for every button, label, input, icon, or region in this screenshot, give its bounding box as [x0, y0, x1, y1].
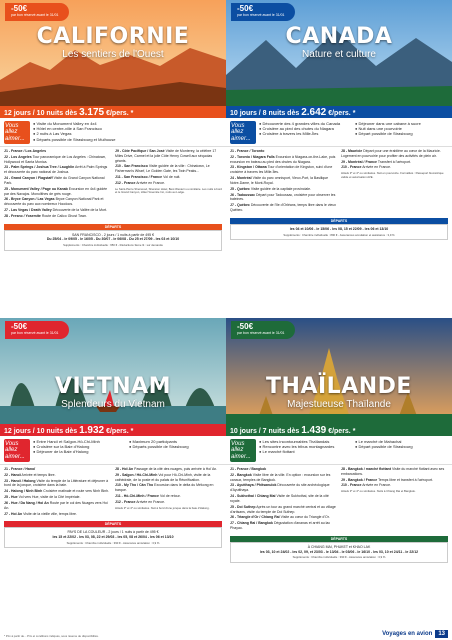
itinerary-day: J2 - Bangkok Visite libre de la ville. En option : excursion sur les canaux, temples de Bangkok. [230, 472, 331, 482]
highlight-item: ● Déjeuner dans une cabane à sucre [355, 121, 448, 126]
hotels-note: Hôtels 3* et 4* ou similaires. Nuit à bord d'une jonque dans la baie d'Halong. [115, 505, 210, 510]
destination-header [226, 26, 452, 60]
discount-sub: par bon réservé avant le 31/01 [11, 13, 59, 17]
itinerary-col-1 [4, 149, 111, 220]
canada-hero [226, 0, 452, 106]
price-bar [0, 106, 226, 118]
duration: 10 jours / 8 nuits dès [230, 110, 300, 117]
departures-header: DÉPARTS [4, 224, 222, 230]
duration: 12 jours / 10 nuits dès [4, 428, 78, 435]
highlights-box [0, 118, 226, 147]
itinerary-day: J8 - Hoï An Passage de la cité des nuages, puis arrivée à Hoï An. [115, 466, 218, 471]
highlight-item: ● Visite du Monument Valley en 4x4 [33, 121, 222, 126]
page-footer [226, 628, 452, 640]
discount-sub: par bon réservé avant le 31/01 [237, 13, 285, 17]
california-tour [0, 0, 226, 318]
california-hero [0, 0, 226, 106]
highlights-box [226, 118, 452, 147]
discount-sub: par bon réservé avant le 31/01 [11, 331, 59, 335]
price-unit: €/pers. * [328, 428, 356, 435]
itinerary-col-2 [341, 149, 448, 214]
highlight-item: ● Le marché flottant [259, 449, 352, 454]
itinerary-day: J3 - Palm Springs / Joshua Tree / Laughlin Arrêt à Palm Springs et découverte du parc national de Joshua. [4, 165, 108, 175]
supplements-note: Suppléments : Chambre individuelle : 650 € - Réductions 3ème lit : sur demande [63, 243, 163, 248]
destination-header [226, 376, 452, 410]
highlight-item: ● Croisière sur la Baie d'Halong [33, 444, 126, 449]
highlights-box [0, 436, 226, 465]
page-number: 13 [435, 630, 448, 638]
departures-body [230, 224, 448, 240]
vous-allez-aimer-tag: Vous allez aimer... [4, 439, 30, 462]
destination-subtitle: Nature et culture [302, 49, 376, 60]
highlight-item: ● Nuit dans une pourvoirie [355, 126, 448, 131]
departures-header: DÉPARTS [230, 218, 448, 224]
itinerary-day: J7 - Chiang Rai / Bangkok Dégustation d'ananas et arrêt au lac Phayao. [230, 521, 331, 530]
itinerary-day: J12 - France Arrivée en France. [115, 180, 166, 185]
vietnam-hero [0, 318, 226, 424]
itinerary-day: J3 - Ayutthaya / Phitsanulok Découverte du site archéologique d'Ayutthaya. [230, 483, 330, 493]
itinerary-day: J9 - Bangkok / France Temps libre et transfert à l'aéroport. [341, 477, 434, 482]
itinerary-day: J4 - Grand Canyon / Flagstaff Visite du Grand Canyon National Park. [4, 176, 105, 185]
hotels-note: Hôtels 3* et 4* ou similaires. Nuit en pourvoirie. Formalités : Passeport biométrique valide et autorisation AVE. [341, 171, 444, 179]
highlight-item: ● Déjeuner de la Baie d'Halong [33, 449, 126, 454]
discount-badge [5, 321, 69, 339]
itinerary-day: J1 - France / Toronto [230, 148, 265, 153]
itinerary-col-2 [341, 467, 448, 532]
itinerary [0, 147, 226, 222]
itinerary-day: J2 - Hanoï Arrivée et temps libre. [4, 472, 56, 477]
duration: 12 jours / 10 nuits dès [4, 110, 78, 117]
destination-subtitle: Splendeurs du Vietnam [61, 399, 165, 410]
destination-header [0, 26, 226, 60]
highlight-item: ● Départs possible de Strasbourg et Mulhouse [33, 137, 222, 142]
itinerary [226, 147, 452, 216]
destination-subtitle: Les sentiers de l'Ouest [62, 49, 164, 60]
price-unit: €/pers. * [106, 110, 134, 117]
itinerary-day: J10 - San Francisco Visite guidée de la ville : Chinatown, Le Fisherman's Wharf, Le Golden Gate, les Twin Peaks... [115, 164, 210, 174]
itinerary-day: J9 - Saïgon / Hô-Chi-Minh Vol pour Hô-Chi-Minh, visite de la cathédrale, de la poste et du palais de la Réunification. [115, 472, 211, 482]
departures-sub: PAYS DE LA COULEUR - 2 jours / 1 nuits à partir de 495 € [67, 530, 159, 535]
highlights-list [259, 439, 448, 462]
itinerary-day: J11 - Hô-Chi-Minh / France Vol de retour. [115, 494, 181, 499]
discount-badge [231, 321, 295, 339]
destination-title: CALIFORNIE [36, 24, 190, 49]
highlights-list [259, 121, 448, 144]
itinerary-day: J8 - Bangkok / marché flottant Visite du marché flottant avec ses embarcations. [341, 466, 445, 476]
vous-allez-aimer-tag: Vous allez aimer... [230, 439, 256, 462]
discount-amount: -50€ [11, 4, 28, 13]
itinerary-day: J4 - Sukhothai / Chiang Mai Visite de Sukhothai, site de la cité royale. [230, 494, 329, 503]
thailand-hero [226, 318, 452, 424]
itinerary [226, 465, 452, 534]
destination-title: THAÏLANDE [266, 374, 412, 399]
highlight-item: ● Croisière à travers les Mille-Îles [259, 131, 352, 136]
itinerary-day: J2 - Toronto / Niagara Falls Excursion à Niagara-on-the-Lake, puis excursion en bateau au pied des chutes du Niagara. [230, 154, 336, 164]
itinerary-day: J10 - My Tho / Cân Tho Excursion dans le delta du Mékong en barque. [115, 483, 214, 493]
departures-body [230, 542, 448, 563]
highlight-item: ● Entre Hanoï et Saïgon-Hô-Chi-Minh [33, 439, 126, 444]
itinerary-day: J12 - France Arrivée en France. [115, 499, 166, 504]
itinerary-day: J7 - Québec Découverte de l'île d'Orléans, temps libre dans le vieux Québec. [230, 203, 337, 212]
price-amount: 3.175 [79, 107, 105, 118]
itinerary-day: J5 - Hue Vol vers Hue, visite de la Cité Impériale. [4, 495, 81, 500]
highlight-item: ● Découverte des 4 grandes villes du Canada [259, 121, 352, 126]
highlight-item: ● Départs possible de Strasbourg [129, 444, 222, 449]
itinerary-day: J7 - Las Vegas / Death Valley Découverte de la Vallée de la Mort. [4, 208, 108, 212]
canada-tour [226, 0, 452, 318]
departures-sub: À CHIANG MAI, PHUKET et KHAO LAK [307, 544, 371, 549]
itinerary-day: J7 - Hoi An Visite de la vieille ville, temps libre. [4, 511, 77, 516]
vous-allez-aimer-tag: Vous allez aimer... [4, 121, 30, 144]
highlight-item: ● Rencontre avec les tribus montagnardes [259, 444, 352, 449]
destination-subtitle: Majestueuse Thaïlande [287, 399, 391, 410]
itinerary-day: J4 - Montréal Visite du parc omnisport, Vieux-Port, la Basilique Notre-Dame, le Mont-Royal. [230, 176, 329, 185]
supplements-note: Suppléments : Chambre individuelle : 890 € - Assurances annulation et assistance : 3,9 % [283, 232, 395, 237]
discount-badge [5, 3, 69, 21]
highlights-list [33, 121, 222, 144]
price-bar [226, 424, 452, 436]
price-bar [226, 106, 452, 118]
duration: 10 jours / 7 nuits dès [230, 428, 300, 435]
departures-box [230, 536, 448, 563]
destination-title: CANADA [285, 24, 393, 49]
departures-sub: SAN FRANCISCO - 2 jours / 1 nuits à partir de 495 € [71, 232, 155, 237]
hotels-note: Hôtels 3* et 4* ou similaires. Nuits à Chiang Rai et Bangkok. [341, 489, 416, 494]
itinerary-col-1 [230, 467, 337, 532]
departures-body [4, 230, 222, 251]
discount-amount: -50€ [11, 322, 28, 331]
itinerary-day: J6 - Triangle d'Or / Chiang Rai Visite au cœur du Triangle d'Or. [230, 515, 330, 520]
departures-dates: les 03, 10 et 24/02 - les 02, 09, et 23/03 - le 13/04 - le 03/06 - le 16/10 - les 03, 10 et 24/11 - le 22/12 [259, 549, 419, 554]
highlight-item: ● Départ possible de Strasbourg [355, 131, 448, 136]
highlight-item: ● 2 nuits à Las Vegas [33, 131, 222, 136]
itinerary-day: J9 - Montréal / France Transfert à l'aéroport. [341, 159, 412, 164]
itinerary-day: J2 - Los Angeles Tour panoramique de Los Angeles : Chinatown, Hollywood et Santa Monica. [4, 154, 107, 164]
itinerary-day: J8 - Fresno / Yosemite Route de Calico Ghost Town. [4, 213, 88, 218]
itinerary-day: J1 - France / Hanoï [4, 466, 36, 471]
departures-body [4, 527, 222, 548]
itinerary-day: J1 - France / Bangkok [230, 466, 267, 471]
departures-box [4, 521, 222, 548]
price-amount: 2.642 [301, 107, 327, 118]
itinerary-col-2 [115, 149, 222, 220]
departures-header: DÉPARTS [4, 521, 222, 527]
vietnam-tour [0, 318, 226, 640]
itinerary-day: J4 - Halong / Ninh Binh Croisière matinale et route vers Ninh Binh. [4, 489, 110, 494]
price-unit: €/pers. * [106, 428, 134, 435]
price-bar [0, 424, 226, 436]
discount-amount: -50€ [237, 322, 254, 331]
itinerary-col-1 [230, 149, 337, 214]
itinerary-day: J6 - Hue / Da Nang / Hoi An Route par le col des Nuages vers Hoi An. [4, 500, 108, 510]
highlights-list [33, 439, 222, 462]
discount-amount: -50€ [237, 4, 254, 13]
itinerary-day: J5 - Monument Valley / Page ou Kanab Excursion en 4x4 guidée par des Navajos. Monolithes de grès rouge. [4, 186, 108, 196]
destination-title: VIETNAM [54, 374, 172, 399]
price-amount: 1.439 [301, 425, 327, 436]
itinerary-day: J6 - Tadoussac Départ pour Tadoussac, croisière pour observer les baleines. [230, 192, 336, 202]
section-title: Voyages en avion [382, 631, 433, 637]
itinerary-day: J11 - San Francisco / France Vol de nuit. [115, 175, 181, 180]
highlight-item: ● Hôtel en centre-ville à San Francisco [33, 126, 222, 131]
price-amount: 1.932 [79, 425, 105, 436]
itinerary-day: J5 - Québec Visite guidée de la capitale provinciale. [230, 186, 312, 191]
highlight-item: ● Maximum 20 participants [129, 439, 222, 444]
itinerary-day: J3 - Kingston / Ottawa Tour d'orientation de Kingston, suivi d'une croisière à travers les Mille-Îles. [230, 165, 333, 175]
itinerary [0, 465, 226, 519]
departures-dates: les 15 et 22/02 - les 03, 08, 22 et 29/03 - les 05, 08 et 26/04 - les 06 et 13/10 [52, 535, 174, 540]
highlight-item: ● Les sites incontournables Thaïlandais [259, 439, 352, 444]
itinerary-day: J1 - France / Los Angeles [4, 148, 47, 153]
itinerary-day: J5 - Doi Suthep Après un tour au grand marché central et au village d'artisans, visite du temple de Doi Suthep. [230, 504, 336, 514]
departures-dates: Du 25/04 - le 09/05 - le 16/05 - Du 30/07 - le 06/08 - Du 25 et 27/09 - les 03 et 10/10 [46, 237, 180, 242]
destination-header [0, 376, 226, 410]
highlight-item: ● Le marché de Mahachai [355, 439, 448, 444]
itinerary-col-2 [115, 467, 222, 517]
itinerary-day: J8 - Mauricie Départ pour une érablière au cœur de la Mauricie. Logement en pourvoirie pour profiter des activités de plein air. [341, 148, 441, 158]
price-unit: €/pers. * [328, 110, 356, 117]
supplements-note: Suppléments : Chambre individuelle : 390 € - Assurance annulation : 3,9 % [292, 555, 386, 560]
departures-box [230, 218, 448, 240]
itinerary-day: J9 - Côte Pacifique / San José Visite de Monterey, la célèbre 17 Miles Drive, Carmel et la jolie Côte Henry Cowell aux séquoias géants. [115, 148, 217, 163]
itinerary-day: J6 - Bryce Canyon / Las Vegas Bryce Canyon National Park et découverte du parc aux nombreux Hoodoos. [4, 197, 104, 207]
itinerary-day: J3 - Hanoï / Halong Visite du temple de la Littérature et déjeuner à bord de la jonque, croisière dans la baie. [4, 478, 109, 488]
thailand-tour [226, 318, 452, 640]
hotels-note: Le Saint-Pierre Sherwood, Sheraton Hotel, Best Western ou similaire. Les nuits à bord et le Grand Canyon, Hôtel Yosemite Inn, nuits au Lodge. [115, 186, 222, 195]
departures-header: DÉPARTS [230, 536, 448, 542]
discount-badge [231, 3, 295, 21]
price-footnote: * Prix à partir de... Prix et conditions indiqués, sous réserve de disponibilités. [4, 634, 99, 638]
discount-sub: par bon réservé avant le 31/01 [237, 331, 285, 335]
itinerary-col-1 [4, 467, 111, 517]
highlights-box [226, 436, 452, 465]
supplements-note: Suppléments : Chambre individuelle : 390 € - Assurance annulation : 3,9 % [66, 540, 160, 545]
highlight-item: ● Croisière au pied des chutes du Niagara [259, 126, 352, 131]
itinerary-day: J10 - France Arrivée en France. [341, 165, 392, 170]
itinerary-day: J10 - France Arrivée en France. [341, 483, 392, 488]
vous-allez-aimer-tag: Vous allez aimer... [230, 121, 256, 144]
departures-box [4, 224, 222, 251]
highlight-item: ● Départ possible de Strasbourg [355, 444, 448, 449]
departures-dates: les 04 et 10/06 - le 15/06 - les 08, 15 et 22/09 - les 06 et 13/10 [289, 226, 389, 231]
